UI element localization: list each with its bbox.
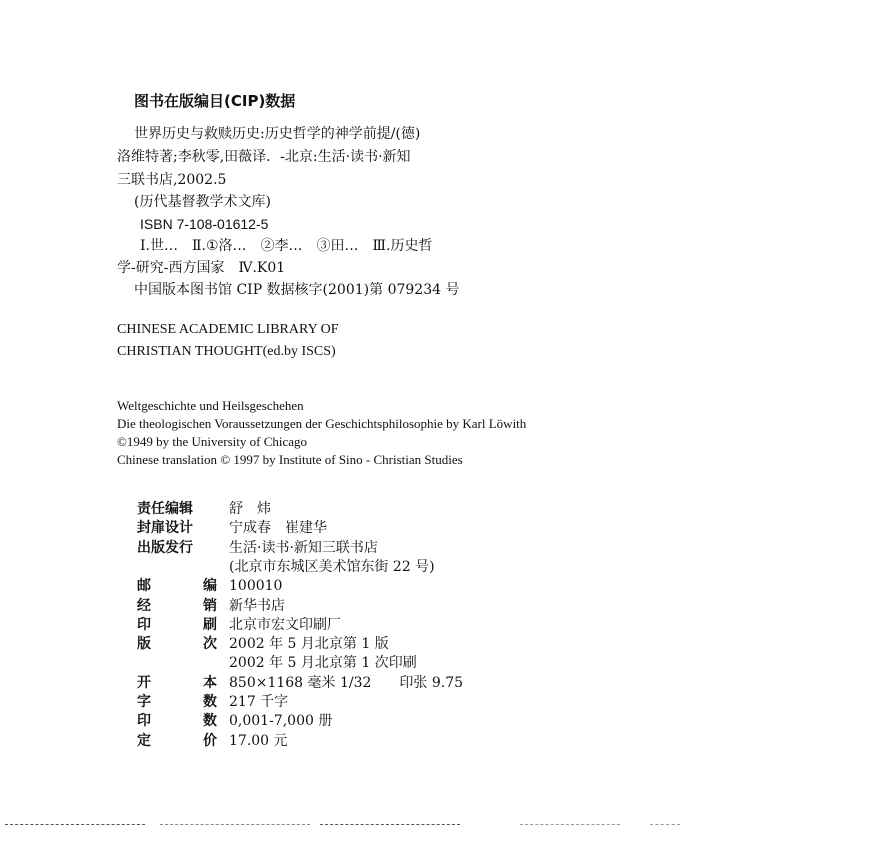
cip-line: 中国版本图书馆 CIP 数据核字(2001)第 079234 号 (134, 282, 460, 298)
divider (160, 824, 310, 825)
colophon-row (137, 539, 378, 557)
colophon-value: 0,001-7,000 册 (229, 713, 333, 730)
cip-line: 三联书店,2002.5 (117, 172, 227, 188)
colophon-label (137, 519, 229, 537)
label-part: 开 (137, 674, 151, 691)
colophon-row (137, 674, 463, 692)
colophon-value: 宁成春 崔建华 (229, 520, 327, 537)
series-title-en: CHRISTIAN THOUGHT(ed.by ISCS) (117, 344, 336, 359)
cip-heading: 图书在版编目(CIP)数据 (134, 92, 296, 110)
colophon-value: 2002 年 5 月北京第 1 版 (229, 636, 389, 653)
colophon-label (137, 500, 229, 518)
label-part: 字 (137, 694, 151, 710)
original-title: Weltgeschichte und Heilsgeschehen (117, 398, 304, 413)
series-title-en: CHINESE ACADEMIC LIBRARY OF (117, 322, 339, 337)
colophon-row (137, 616, 341, 634)
cip-line: 洛维特著;李秋零,田薇译．-北京:生活·读书·新知 (117, 149, 411, 165)
colophon-label (137, 732, 229, 750)
colophon-row (137, 654, 417, 672)
colophon-label (137, 654, 229, 672)
colophon-value: 新华书店 (229, 597, 285, 614)
label-part: 印 (137, 616, 151, 633)
copyright-translation: Chinese translation © 1997 by Institute of Sino - Christian Studies (117, 452, 463, 467)
colophon-label (137, 693, 229, 711)
colophon-label (137, 577, 229, 595)
colophon-row (137, 597, 285, 615)
cip-line: (历代基督教学术文库) (134, 194, 271, 210)
label-part: 次 (203, 636, 217, 653)
label-part: 责任编辑 (137, 501, 193, 517)
colophon-value: 100010 (229, 578, 283, 595)
label-part: 编 (203, 578, 217, 595)
divider (520, 824, 620, 825)
colophon-label (137, 674, 229, 692)
colophon-value: 217 千字 (229, 694, 289, 710)
label-part: 数 (203, 713, 217, 730)
divider (320, 824, 460, 825)
label-part: 出版发行 (137, 539, 193, 556)
colophon-value: 舒 炜 (229, 501, 271, 517)
original-subtitle: Die theologischen Voraussetzungen der Geschichtsphilosophie by Karl Löwith (117, 416, 527, 431)
label-part: 数 (203, 694, 217, 710)
label-part: 刷 (203, 616, 217, 633)
cip-line: 世界历史与救赎历史:历史哲学的神学前提/(德) (134, 126, 421, 142)
colophon-row (137, 635, 389, 653)
colophon-row (137, 712, 332, 730)
colophon-value: 17.00 元 (229, 732, 288, 749)
colophon-label (137, 616, 229, 634)
colophon-row (137, 558, 435, 576)
colophon-row (137, 732, 288, 750)
divider (5, 824, 145, 825)
label-part: 印 (137, 713, 151, 730)
colophon-label (137, 558, 229, 576)
label-part: 销 (203, 597, 217, 614)
label-part: 封扉设计 (137, 520, 193, 537)
colophon-value: 生活·读书·新知三联书店 (229, 539, 378, 556)
colophon-label (137, 635, 229, 653)
colophon-value: (北京市东城区美术馆东街 22 号) (229, 558, 435, 575)
copyright-original: ©1949 by the University of Chicago (117, 434, 308, 449)
colophon-row (137, 519, 327, 537)
colophon-row (137, 500, 271, 518)
colophon-label (137, 597, 229, 615)
colophon-row (137, 693, 288, 711)
cip-line: Ⅰ.世… Ⅱ.①洛… ②李… ③田… Ⅲ.历史哲 (140, 238, 433, 254)
cip-line: 学-研究-西方国家 Ⅳ.K01 (117, 260, 286, 276)
colophon-value: 北京市宏文印刷厂 (229, 616, 341, 633)
label-part: 版 (137, 636, 151, 653)
colophon-row (137, 577, 282, 595)
label-part: 价 (203, 732, 217, 749)
label-part: 邮 (137, 578, 151, 595)
divider (650, 824, 680, 825)
colophon-label (137, 539, 229, 557)
colophon-label (137, 712, 229, 730)
cip-isbn: ISBN 7-108-01612-5 (140, 216, 269, 232)
colophon-value: 850×1168 毫米 1/32 印张 9.75 (229, 674, 464, 691)
label-part: 经 (137, 597, 151, 614)
label-part: 定 (137, 732, 151, 749)
label-part: 本 (203, 674, 217, 691)
colophon-value: 2002 年 5 月北京第 1 次印刷 (229, 655, 417, 672)
